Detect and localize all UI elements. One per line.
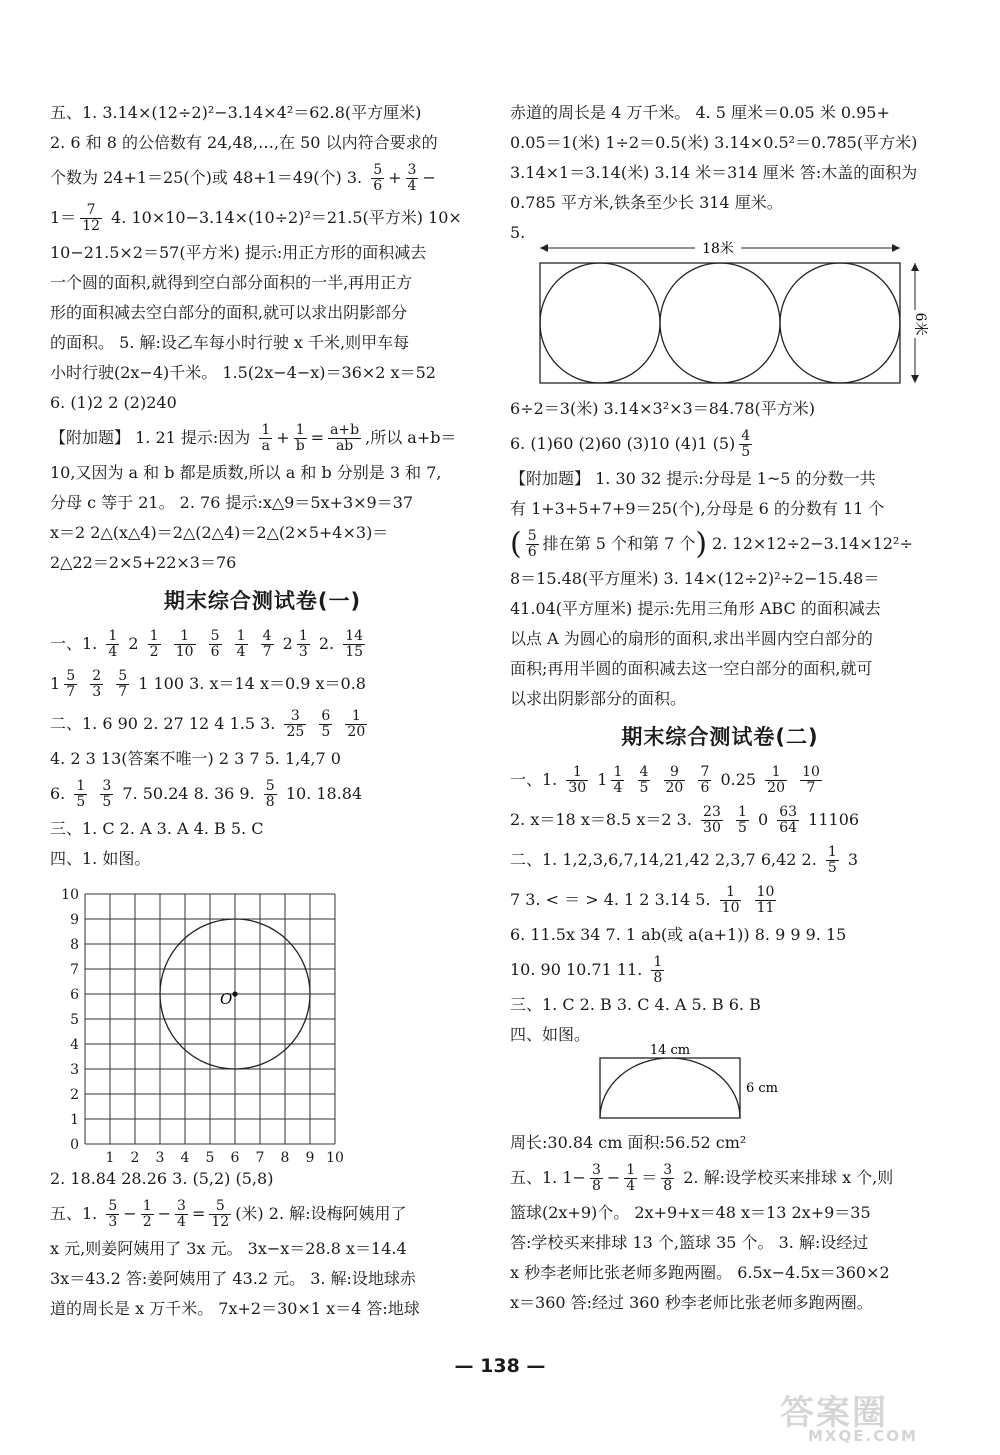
answer-line: 41.04(平方厘米) 提示:先用三角形 ABC 的面积减去	[510, 599, 881, 618]
answer-line: 四、1. 如图。	[50, 849, 151, 868]
semicircle-height: 6 cm	[746, 1081, 779, 1096]
answer-line: 4. 2 3 13(答案不唯一) 2 3 7 5. 1,4,7 0	[50, 749, 341, 768]
y-tick-label: 3	[70, 1062, 79, 1078]
answer-line: 周长:30.84 cm 面积:56.52 cm²	[510, 1133, 747, 1152]
y-tick-label: 0	[70, 1137, 79, 1153]
answer-line: 的面积。 5. 解:设乙车每小时行驶 x 千米,则甲车每	[50, 333, 410, 352]
answer-line: 一个圆的面积,就得到空白部分面积的一半,再用正方	[50, 273, 413, 292]
width-dimension: 18米	[702, 241, 734, 257]
answer-line: 1 $\frac{5}{7}$ $\frac{2}{3}$ $\frac{5}{7}$ 1 100 3. x＝14 x＝0.9 x＝0.8	[50, 668, 366, 700]
semicircle-diagram	[510, 1040, 930, 1122]
semicircle-rect	[600, 1058, 740, 1118]
answer-line: 0.785 平方米,铁条至少长 314 厘米。	[510, 193, 783, 212]
answer-line: 三、1. C 2. B 3. C 4. A 5. B 6. B	[510, 995, 761, 1014]
answer-line: 【附加题】 1. 30 32 提示:分母是 1~5 的分数一共	[510, 469, 876, 488]
x-tick-label: 6	[230, 1150, 240, 1164]
section-title: 期末综合测试卷(一)	[163, 589, 362, 613]
y-tick-label: 8	[70, 937, 79, 953]
answer-line: 10−21.5×2＝57(平方米) 提示:用正方形的面积减去	[50, 243, 427, 262]
answer-line: 答:学校买来排球 13 个,篮球 35 个。 3. 解:设经过	[510, 1233, 869, 1252]
answer-line: 5.	[510, 223, 526, 242]
y-tick-label: 10	[61, 887, 79, 903]
fraction: $\frac{3}{4}$	[407, 162, 417, 194]
circle-1	[540, 263, 660, 383]
answer-line: 分母 c 等于 21。 2. 76 提示:x△9＝5x+3×9＝37	[50, 493, 414, 512]
circle-3	[780, 263, 900, 383]
answer-line: 2. 6 和 8 的公倍数有 24,48,…,在 50 以内符合要求的	[50, 133, 438, 152]
fraction: $\frac{7}{12}$	[82, 202, 101, 234]
x-tick-label: 2	[130, 1150, 140, 1164]
x-tick-label: 10	[326, 1150, 344, 1164]
answer-line: x＝2 2△(x△4)＝2△(2△4)＝2△(2×5+4×3)＝	[50, 523, 389, 542]
center-point	[232, 991, 237, 996]
answer-line: 一、1. $\frac{1}{30}$ 1 $\frac{1}{4}$ $\frac{4}{5}$ $\frac{9}{20}$ $\frac{7}{6}$ 0.25 $\frac{1}{20}$ $\frac{10}{7}$	[510, 764, 820, 796]
rectangle	[540, 263, 900, 383]
answer-line: 2△22＝2×5+22×3＝76	[50, 553, 237, 572]
watermark-logo: 答案圈 MXQE.COM	[780, 1393, 918, 1445]
answer-line: 以求出阴影部分的面积。	[510, 689, 687, 708]
answer-line: 6. (1)2 2 (2)240	[50, 393, 177, 412]
answer-line: 6. 11.5x 34 7. 1 ab(或 a(a+1)) 8. 9 9 9. 15	[510, 925, 847, 944]
answer-line: 赤道的周长是 4 万千米。 4. 5 厘米＝0.05 米 0.95+	[510, 103, 890, 122]
answer-line: 有 1+3+5+7+9＝25(个),分母是 6 的分数有 11 个	[510, 499, 885, 518]
answer-line: 8＝15.48(平方厘米) 3. 14×(12÷2)²÷2−15.48＝	[510, 569, 880, 588]
answer-line: 0.05＝1(米) 1÷2＝0.5(米) 3.14×0.5²＝0.785(平方米)	[510, 133, 918, 152]
answer-line: 五、1. 3.14×(12÷2)²−3.14×4²＝62.8(平方厘米)	[50, 103, 422, 122]
answer-line: 以点 A 为圆心的扇形的面积,求出半圆内空白部分的	[510, 629, 873, 648]
section-title: 期末综合测试卷(二)	[621, 725, 819, 749]
answer-line: 2. x＝18 x＝8.5 x＝2 3. $\frac{23}{30}$ $\frac{1}{5}$ 0 $\frac{63}{64}$ 11106	[510, 804, 860, 836]
answer-line: 个数为 24+1＝25(个)或 48+1＝49(个) 3. $\frac{5}{6}$ + $\frac{3}{4}$ −	[50, 162, 436, 194]
answer-line: 【附加题】 1. 21 提示:因为 $\frac{1}{a}$ + $\frac{1}{b}$ = $\frac{a+b}{ab}$ ,所以 a+b＝	[50, 422, 457, 454]
center-label: O	[220, 990, 233, 1008]
left-column	[50, 98, 475, 1324]
page-number: — 138 —	[454, 1355, 546, 1377]
right-column	[510, 98, 930, 1318]
semicircle-arc	[600, 1058, 740, 1118]
fraction: $\frac{1}{b}$	[295, 422, 305, 454]
answer-line: 3x＝43.2 答:姜阿姨用了 43.2 元。 3. 解:设地球赤	[50, 1269, 416, 1288]
answer-line: 二、1. 1,2,3,6,7,14,21,42 2,3,7 6,42 2. $\frac{1}{5}$ 3	[510, 844, 859, 876]
grid-diagram	[50, 874, 470, 1164]
answer-line: 五、1. 1− $\frac{3}{8}$ − $\frac{1}{4}$ ＝ $\frac{3}{8}$ 2. 解:设学校买来排球 x 个,则	[510, 1162, 894, 1194]
x-tick-label: 5	[205, 1150, 215, 1164]
answer-line: 形的面积减去空白部分的面积,就可以求出阴影部分	[50, 303, 408, 322]
circles-diagram	[510, 238, 930, 388]
answer-line: 7 3. < ＝ > 4. 1 2 3.14 5. $\frac{1}{10}$ $\frac{10}{11}$	[510, 884, 775, 916]
answer-line: 四、如图。	[510, 1025, 591, 1044]
answer-line: x＝360 答:经过 360 秒李老师比张老师多跑两圈。	[510, 1293, 873, 1312]
answer-line: 10,又因为 a 和 b 都是质数,所以 a 和 b 分别是 3 和 7,	[50, 463, 442, 482]
fraction: $\frac{1}{a}$	[261, 422, 271, 454]
x-tick-label: 1	[105, 1150, 115, 1164]
y-tick-label: 6	[70, 987, 79, 1003]
answer-line: 10. 90 10.71 11. $\frac{1}{8}$	[510, 954, 663, 986]
y-tick-label: 2	[70, 1087, 79, 1103]
answer-line: 五、1. $\frac{5}{3}$ − $\frac{1}{2}$ − $\frac{3}{4}$ = $\frac{5}{12}$ (米) 2. 解:设梅阿姨用了	[50, 1198, 407, 1230]
answer-line: 3.14×1＝3.14(米) 3.14 米＝314 厘米 答:木盖的面积为	[510, 163, 918, 182]
answer-line: 6. (1)60 (2)60 (3)10 (4)1 (5) $\frac{4}{5}$	[510, 428, 751, 460]
height-dimension: 6米	[912, 312, 928, 336]
answer-line: 2. 18.84 28.26 3. (5,2) (5,8)	[50, 1169, 274, 1188]
answer-line: 二、1. 6 90 2. 27 12 4 1.5 3. $\frac{3}{25}$ $\frac{6}{5}$ $\frac{1}{20}$	[50, 708, 366, 740]
answer-line: 6÷2＝3(米) 3.14×3²×3＝84.78(平方米)	[510, 399, 816, 418]
answer-line: 面积;再用半圆的面积减去这一空白部分的面积,就可	[510, 659, 873, 678]
circle-2	[660, 263, 780, 383]
answer-line: x 元,则姜阿姨用了 3x 元。 3x−x＝28.8 x＝14.4	[50, 1239, 407, 1258]
answer-line: x 秒李老师比张老师多跑两圈。 6.5x−4.5x＝360×2	[510, 1263, 890, 1282]
answer-line: 道的周长是 x 万千米。 7x+2＝30×1 x＝4 答:地球	[50, 1299, 420, 1318]
answer-line: 篮球(2x+9)个。 2x+9+x＝48 x＝13 2x+9＝35	[510, 1203, 871, 1222]
y-tick-label: 7	[70, 962, 79, 978]
x-tick-label: 3	[155, 1150, 165, 1164]
answer-line: ( $\frac{5}{6}$ 排在第 5 个和第 7 个) 2. 12×12÷2−3.14×12²÷	[510, 526, 913, 562]
x-tick-label: 9	[305, 1150, 315, 1164]
x-tick-label: 7	[255, 1150, 265, 1164]
y-tick-label: 9	[70, 912, 79, 928]
y-tick-label: 5	[70, 1012, 79, 1028]
fraction: $\frac{a+b}{ab}$	[330, 422, 360, 454]
semicircle-width: 14 cm	[649, 1043, 691, 1058]
answer-line: 一、1. $\frac{1}{4}$ 2 $\frac{1}{2}$ $\frac{1}{10}$ $\frac{5}{6}$ $\frac{1}{4}$ $\frac{4}{7}$ 2 $\frac{1}{3}$ 2. $\frac{14}{15}$	[50, 628, 364, 660]
y-tick-label: 4	[70, 1037, 79, 1053]
y-tick-label: 1	[70, 1112, 79, 1128]
x-tick-label: 4	[180, 1150, 190, 1164]
answer-line: 小时行驶(2x−4)千米。 1.5(2x−4−x)＝36×2 x＝52	[50, 363, 436, 382]
answer-line: 1＝ $\frac{7}{12}$ 4. 10×10−3.14×(10÷2)²＝21.5(平方米) 10×	[50, 202, 462, 234]
answer-line: 三、1. C 2. A 3. A 4. B 5. C	[50, 819, 264, 838]
x-tick-label: 8	[280, 1150, 290, 1164]
fraction: $\frac{5}{6}$	[373, 162, 383, 194]
answer-line: 6. $\frac{1}{5}$ $\frac{3}{5}$ 7. 50.24 8. 36 9. $\frac{5}{8}$ 10. 18.84	[50, 778, 363, 810]
